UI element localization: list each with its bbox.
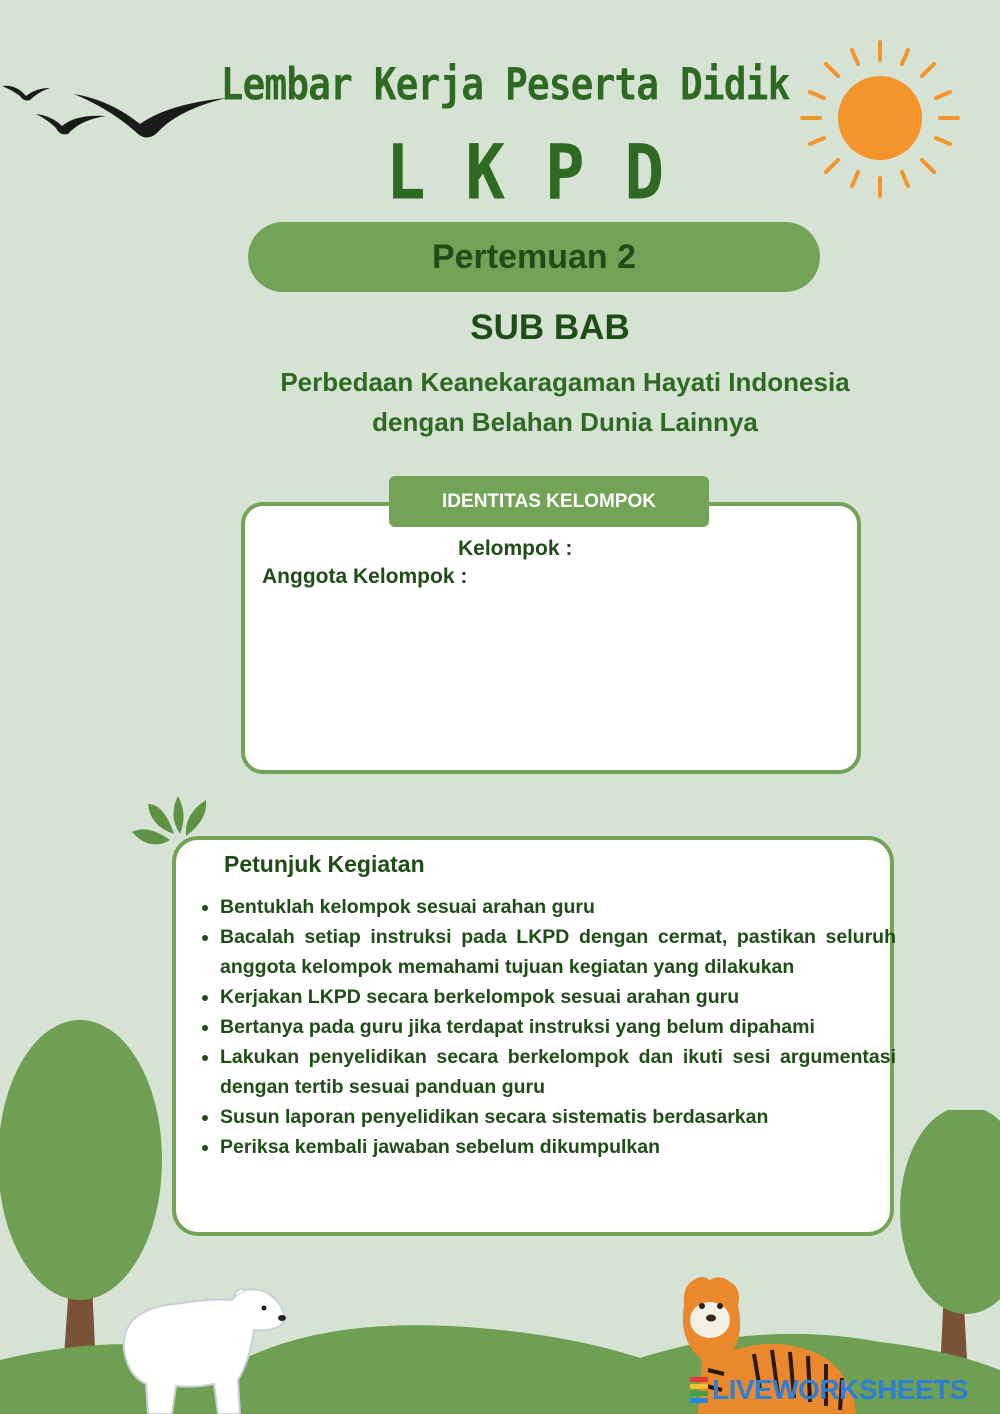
instruction-item: • Susun laporan penyelidikan secara sistematis berdasarkan (220, 1102, 896, 1132)
instruction-item: • Bacalah setiap instruksi pada LKPD dengan cermat, pastikan seluruh anggota kelompok memahami tujuan kegiatan yang dilakukan (220, 922, 896, 982)
subbab-label: SUB BAB (470, 308, 630, 347)
instructions-title: Petunjuk Kegiatan (224, 851, 425, 877)
subtopic-title (180, 362, 950, 442)
instruction-item: • Periksa kembali jawaban sebelum dikumpulkan (220, 1132, 896, 1162)
subtopic-line-1: Perbedaan Keanekaragaman Hayati Indonesia (280, 367, 850, 397)
watermark-text: LIVEWORKSHEETS (712, 1374, 968, 1405)
identity-tab (389, 476, 709, 527)
meeting-label: Pertemuan 2 (431, 237, 637, 276)
instruction-item: • Kerjakan LKPD secara berkelompok sesuai arahan guru (220, 982, 896, 1012)
liveworksheets-watermark (690, 1374, 968, 1406)
page-title: L K P D (385, 128, 665, 217)
polar-bear-illustration (104, 1280, 294, 1414)
meeting-banner (248, 222, 820, 292)
identity-tab-label: IDENTITAS KELOMPOK (442, 490, 656, 512)
instruction-item: • Bentuklah kelompok sesuai arahan guru (220, 892, 896, 922)
subtopic-line-2: dengan Belahan Dunia Lainnya (372, 407, 758, 437)
liveworksheets-logo-icon (690, 1377, 708, 1403)
instructions-list (196, 892, 896, 1162)
instruction-item: • Bertanya pada guru jika terdapat instruksi yang belum dipahami (220, 1012, 896, 1042)
group-label: Kelompok : (458, 537, 573, 560)
instruction-item: • Lakukan penyelidikan secara berkelompok dan ikuti sesi argumentasi dengan tertib sesuai panduan guru (220, 1042, 896, 1102)
worksheet-handwritten-title: Lembar Kerja Peserta Didik (220, 58, 790, 110)
members-label: Anggota Kelompok : (262, 565, 468, 588)
